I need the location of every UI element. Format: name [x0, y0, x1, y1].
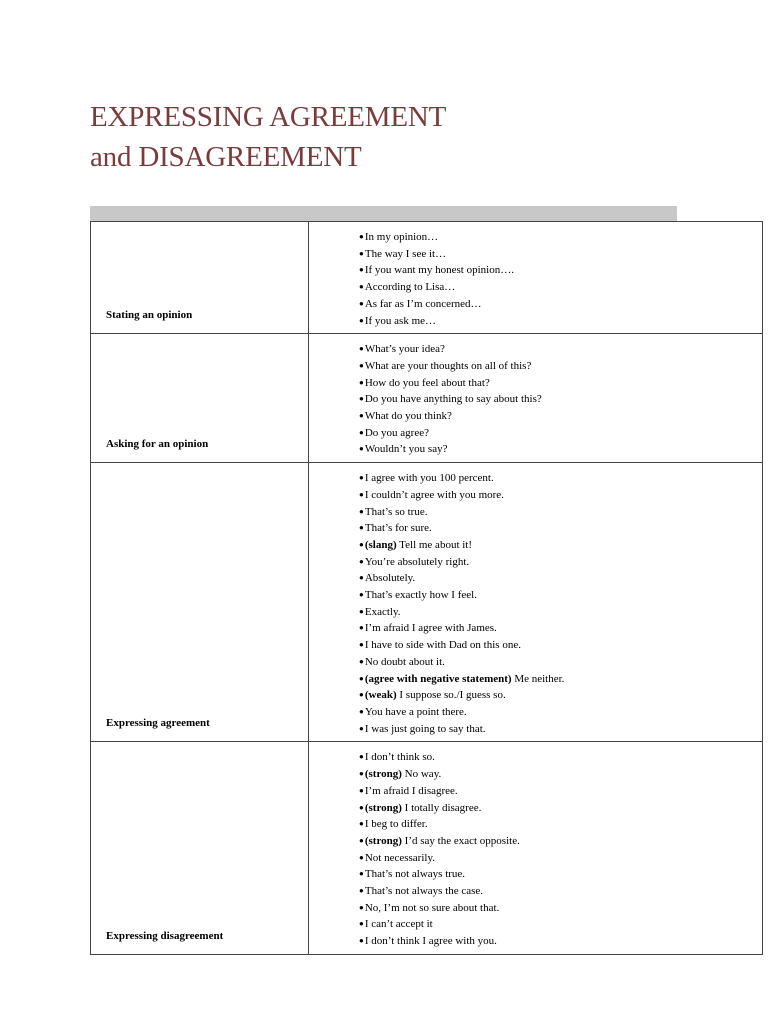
phrase-text: I totally disagree.: [401, 801, 482, 814]
phrase-item: [359, 358, 762, 375]
bullet-icon: ●: [359, 506, 364, 516]
phrase-list: [359, 470, 762, 737]
phrase-list-cell: [309, 334, 763, 463]
bullet-icon: ●: [359, 556, 364, 566]
phrase-text: I was just going to say that.: [364, 722, 486, 735]
bullet-icon: ●: [359, 444, 364, 454]
bullet-icon: ●: [359, 232, 364, 241]
phrase-list: [359, 749, 762, 949]
phrase-item: [359, 749, 762, 766]
section-label-cell: [91, 334, 309, 463]
phrase-item: [359, 704, 762, 721]
phrases-table: [90, 221, 763, 955]
phrase-item: [359, 537, 762, 554]
phrase-item: [359, 375, 762, 392]
phrase-text: That’s not always the case.: [364, 885, 484, 898]
phrase-item: [359, 866, 762, 883]
phrase-text: If you want my honest opinion….: [364, 264, 514, 277]
bullet-icon: ●: [359, 919, 364, 929]
phrase-item: [359, 408, 762, 425]
phrase-text: What do you think?: [364, 410, 452, 423]
phrase-text: Exactly.: [364, 605, 401, 618]
bullet-icon: ●: [359, 785, 364, 795]
bullet-icon: ●: [359, 606, 364, 616]
bullet-icon: ●: [359, 248, 364, 258]
bullet-icon: ●: [359, 590, 364, 600]
phrase-item: [359, 587, 762, 604]
phrase-text: That’s not always true.: [364, 868, 466, 881]
phrase-text: I suppose so./I guess so.: [396, 689, 506, 702]
phrase-item: [359, 504, 762, 521]
phrase-text: In my opinion…: [364, 231, 439, 243]
phrase-text: I’m afraid I disagree.: [364, 784, 458, 797]
section-label: Expressing disagreement: [106, 929, 224, 942]
bullet-icon: ●: [359, 869, 364, 879]
phrase-item: [359, 262, 762, 279]
bullet-icon: ●: [359, 298, 364, 308]
bullet-icon: ●: [359, 315, 364, 325]
phrase-list-cell: [309, 742, 763, 954]
phrase-item: [359, 313, 762, 330]
section-row: [91, 334, 763, 463]
section-label: Expressing agreement: [106, 717, 210, 730]
bullet-icon: ●: [359, 623, 364, 633]
bullet-icon: ●: [359, 394, 364, 404]
phrase-text: Absolutely.: [364, 572, 416, 585]
phrase-tag: (agree with negative statement): [364, 672, 512, 685]
phrase-text: No way.: [401, 768, 442, 781]
section-row: [91, 222, 763, 334]
phrase-text: You’re absolutely right.: [364, 555, 470, 568]
phrase-text: That’s exactly how I feel.: [364, 589, 477, 602]
phrase-item: [359, 487, 762, 504]
document-title: [90, 97, 446, 177]
phrase-item: [359, 425, 762, 442]
bullet-icon: ●: [359, 673, 364, 683]
bullet-icon: ●: [359, 769, 364, 779]
phrase-text: Do you have anything to say about this?: [364, 393, 542, 406]
bullet-icon: ●: [359, 752, 364, 762]
phrase-text: I’d say the exact opposite.: [401, 834, 520, 847]
bullet-icon: ●: [359, 411, 364, 421]
phrase-text: I don’t think so.: [364, 751, 435, 764]
section-row: [91, 463, 763, 742]
phrase-text: No doubt about it.: [364, 655, 445, 668]
phrase-tag: (strong): [364, 834, 402, 847]
bullet-icon: ●: [359, 573, 364, 583]
phrase-item: [359, 687, 762, 704]
bullet-icon: ●: [359, 690, 364, 700]
phrase-item: [359, 520, 762, 537]
section-label-cell: [91, 463, 309, 742]
phrase-text: You have a point there.: [364, 705, 467, 718]
phrase-item: [359, 341, 762, 358]
section-label-cell: [91, 742, 309, 954]
section-label-cell: [91, 222, 309, 334]
phrase-tag: (strong): [364, 801, 402, 814]
section-label: Stating an opinion: [106, 309, 193, 322]
bullet-icon: ●: [359, 802, 364, 812]
phrase-item: [359, 441, 762, 458]
phrase-text: I don’t think I agree with you.: [364, 935, 497, 948]
phrase-list: [359, 341, 762, 458]
phrase-text: Not necessarily.: [364, 851, 435, 864]
phrase-item: [359, 246, 762, 263]
bullet-icon: ●: [359, 265, 364, 275]
bullet-icon: ●: [359, 377, 364, 387]
bullet-icon: ●: [359, 902, 364, 912]
phrase-item: [359, 391, 762, 408]
phrase-text: That’s so true.: [364, 505, 428, 518]
bullet-icon: ●: [359, 936, 364, 946]
phrase-list-cell: [309, 463, 763, 742]
phrase-text: No, I’m not so sure about that.: [364, 901, 500, 914]
phrase-list-cell: [309, 222, 763, 334]
phrase-text: What are your thoughts on all of this?: [364, 359, 532, 372]
phrase-text: I have to side with Dad on this one.: [364, 639, 521, 652]
phrase-text: As far as I’m concerned…: [364, 297, 482, 310]
bullet-icon: ●: [359, 852, 364, 862]
table-header-bar: [90, 206, 677, 221]
phrase-list: [359, 229, 762, 329]
phrase-item: [359, 816, 762, 833]
phrase-item: [359, 833, 762, 850]
bullet-icon: ●: [359, 489, 364, 499]
bullet-icon: ●: [359, 706, 364, 716]
phrase-item: [359, 671, 762, 688]
bullet-icon: ●: [359, 723, 364, 733]
phrase-text: I can’t accept it: [364, 918, 433, 931]
phrase-item: [359, 279, 762, 296]
phrase-text: That’s for sure.: [364, 522, 432, 535]
phrase-item: [359, 620, 762, 637]
phrase-text: According to Lisa…: [364, 281, 456, 294]
phrase-tag: (slang): [364, 538, 397, 551]
phrase-text: Tell me about it!: [396, 538, 473, 551]
bullet-icon: ●: [359, 539, 364, 549]
title-line-2: and DISAGREEMENT: [90, 141, 362, 173]
phrase-item: [359, 470, 762, 487]
phrase-text: How do you feel about that?: [364, 376, 490, 389]
phrase-item: [359, 554, 762, 571]
phrase-item: [359, 604, 762, 621]
title-line-1: EXPRESSING AGREEMENT: [90, 101, 447, 133]
section-label: Asking for an opinion: [106, 438, 209, 451]
phrase-item: [359, 637, 762, 654]
phrase-text: What’s your idea?: [364, 343, 445, 356]
bullet-icon: ●: [359, 886, 364, 896]
section-row: [91, 742, 763, 954]
phrase-tag: (strong): [364, 768, 402, 781]
phrase-item: [359, 296, 762, 313]
phrase-item: [359, 570, 762, 587]
bullet-icon: ●: [359, 282, 364, 292]
bullet-icon: ●: [359, 344, 364, 354]
phrase-text: The way I see it…: [364, 247, 447, 260]
phrase-text: I couldn’t agree with you more.: [364, 488, 504, 501]
phrase-text: Me neither.: [511, 672, 565, 685]
phrase-text: Wouldn’t you say?: [364, 443, 448, 456]
phrase-item: [359, 916, 762, 933]
bullet-icon: ●: [359, 473, 364, 483]
bullet-icon: ●: [359, 523, 364, 533]
bullet-icon: ●: [359, 656, 364, 666]
phrase-text: Do you agree?: [364, 426, 429, 439]
phrase-tag: (weak): [364, 689, 397, 702]
phrase-item: [359, 800, 762, 817]
phrase-item: [359, 850, 762, 867]
phrase-item: [359, 766, 762, 783]
phrase-text: If you ask me…: [364, 314, 437, 327]
bullet-icon: ●: [359, 427, 364, 437]
phrase-item: [359, 883, 762, 900]
phrase-text: I beg to differ.: [364, 818, 428, 831]
phrase-item: [359, 900, 762, 917]
phrase-item: [359, 933, 762, 950]
phrase-text: I agree with you 100 percent.: [364, 472, 494, 485]
phrase-item: [359, 783, 762, 800]
bullet-icon: ●: [359, 835, 364, 845]
phrase-text: I’m afraid I agree with James.: [364, 622, 497, 635]
bullet-icon: ●: [359, 640, 364, 650]
bullet-icon: ●: [359, 360, 364, 370]
phrase-item: [359, 229, 762, 246]
bullet-icon: ●: [359, 819, 364, 829]
phrase-item: [359, 721, 762, 738]
phrase-item: [359, 654, 762, 671]
